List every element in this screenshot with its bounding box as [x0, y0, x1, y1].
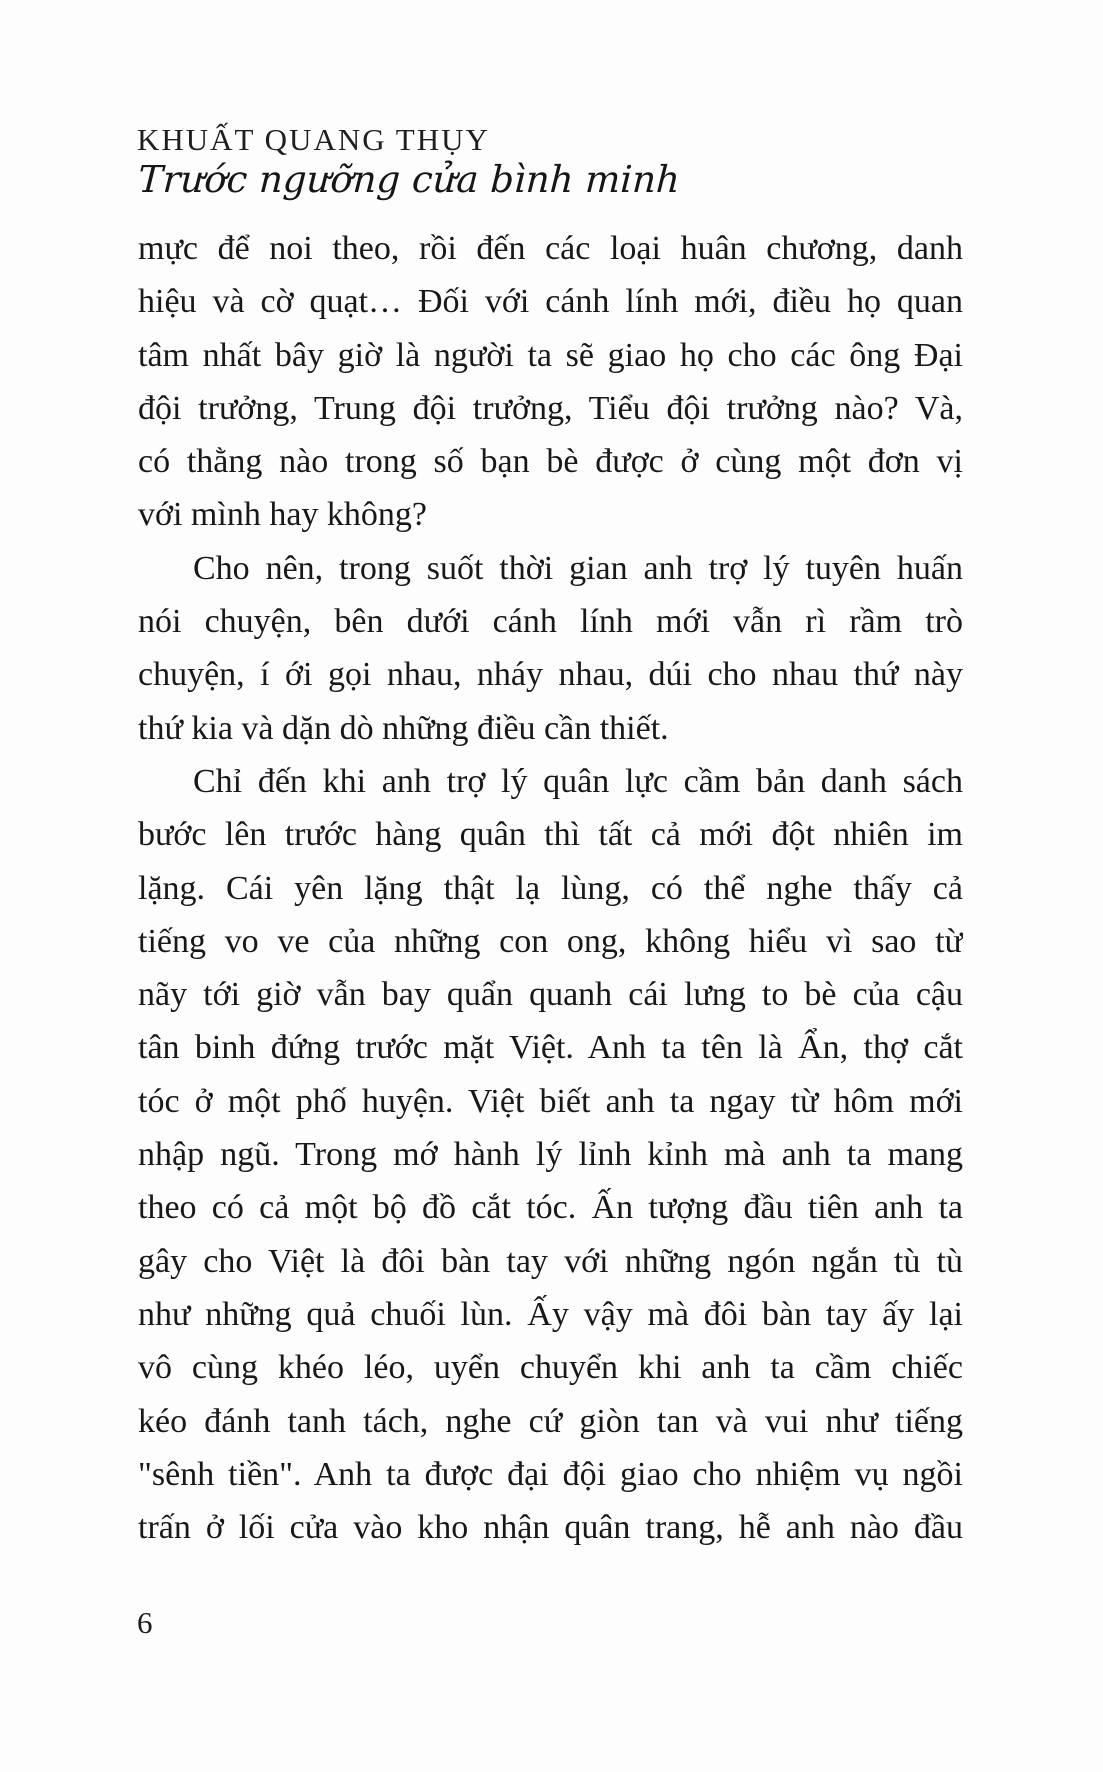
body-line: thứ kia và dặn dò những điều cần thiết. — [138, 709, 669, 747]
body-line: "sênh tiền". Anh ta được đại đội giao cho nhiệm vụ ngồi — [138, 1455, 963, 1493]
body-line: nói chuyện, bên dưới cánh lính mới vẫn rì rầm trò — [138, 603, 963, 641]
body-line: tâm nhất bây giờ là người ta sẽ giao họ cho các ông Đại — [138, 336, 963, 374]
paragraph — [138, 222, 963, 542]
body-line: tóc ở một phố huyện. Việt biết anh ta ngay từ hôm mới — [138, 1082, 963, 1120]
body-line: kéo đánh tanh tách, nghe cứ giòn tan và vui như tiếng — [138, 1402, 963, 1440]
body-line: trấn ở lối cửa vào kho nhận quân trang, hễ anh nào đầu — [138, 1509, 963, 1547]
body-line: Chỉ đến khi anh trợ lý quân lực cầm bản danh sách — [193, 762, 963, 800]
body-line: chuyện, í ới gọi nhau, nháy nhau, dúi cho nhau thứ này — [138, 656, 963, 694]
body-line: đội trưởng, Trung đội trưởng, Tiểu đội trưởng nào? Và, — [138, 389, 963, 427]
page-header — [137, 122, 682, 202]
body-line: tân binh đứng trước mặt Việt. Anh ta tên là Ẩn, thợ cắt — [138, 1029, 963, 1067]
body-line: gây cho Việt là đôi bàn tay với những ngón ngắn tù tù — [138, 1242, 963, 1280]
author-name: KHUẤT QUANG THỤY — [137, 122, 490, 157]
body-line: như những quả chuối lùn. Ấy vậy mà đôi bàn tay ấy lại — [138, 1295, 963, 1333]
body-line: hiệu và cờ quạt… Đối với cánh lính mới, điều họ quan — [138, 283, 963, 321]
body-line: nhập ngũ. Trong mớ hành lý lỉnh kỉnh mà anh ta mang — [138, 1136, 963, 1174]
body-line: nãy tới giờ vẫn bay quẩn quanh cái lưng to bè của cậu — [138, 976, 963, 1014]
page-number: 6 — [137, 1605, 153, 1640]
body-line: mực để noi theo, rồi đến các loại huân chương, danh — [138, 230, 963, 267]
body-line: với mình hay không? — [138, 496, 427, 534]
body-line: có thằng nào trong số bạn bè được ở cùng một đơn vị — [138, 443, 963, 481]
body-line: bước lên trước hàng quân thì tất cả mới đột nhiên im — [138, 816, 963, 854]
body-line: Cho nên, trong suốt thời gian anh trợ lý tuyên huấn — [193, 549, 963, 587]
body-line: tiếng vo ve của những con ong, không hiểu vì sao từ — [138, 922, 963, 960]
body-line: vô cùng khéo léo, uyển chuyển khi anh ta cầm chiếc — [138, 1349, 963, 1387]
paragraph — [138, 542, 963, 755]
book-title: Trước ngưỡng cửa bình minh — [137, 158, 682, 201]
body-text — [138, 222, 963, 1554]
body-line: theo có cả một bộ đồ cắt tóc. Ấn tượng đầu tiên anh ta — [138, 1189, 963, 1227]
paragraph — [138, 755, 963, 1554]
body-line: lặng. Cái yên lặng thật lạ lùng, có thể nghe thấy cả — [138, 869, 963, 907]
